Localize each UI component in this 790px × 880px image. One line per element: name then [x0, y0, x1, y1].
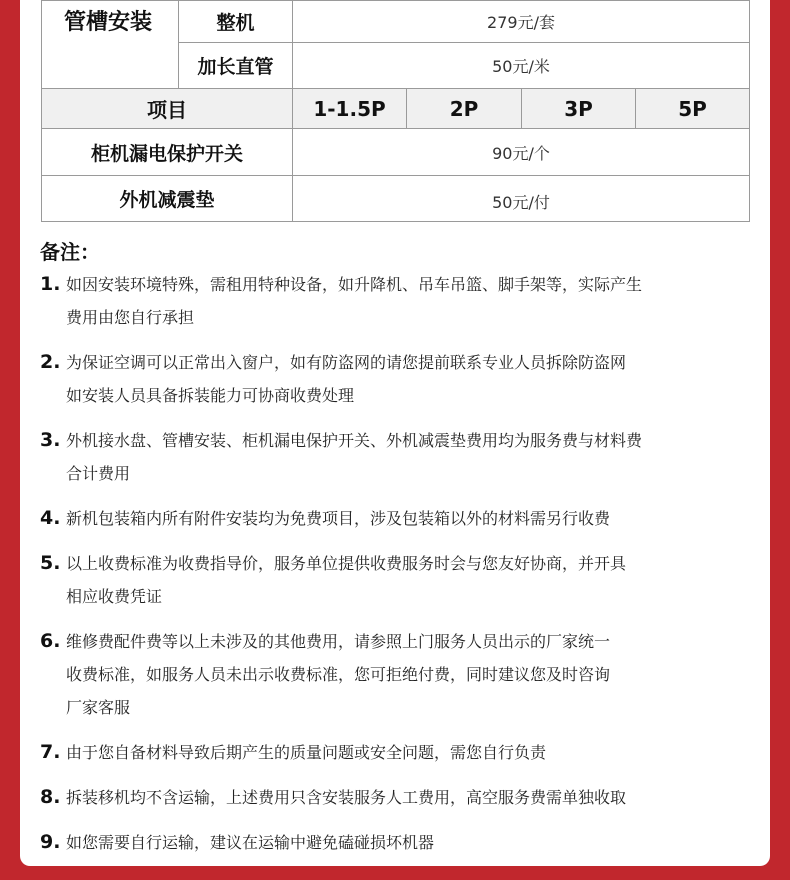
- table-row: [42, 129, 750, 176]
- note-line: 如因安装环境特殊，需租用特种设备，如升降机、吊车吊篮、脚手架等，实际产生: [66, 275, 643, 294]
- row-price: 90元/个: [293, 129, 750, 176]
- jiachang-price: 50元/米: [293, 43, 750, 89]
- note-line: 如您需要自行运输，建议在运输中避免磕碰损坏机器: [66, 833, 435, 852]
- note-number: 1.: [40, 273, 61, 295]
- note-item: [40, 826, 740, 859]
- note-number: 3.: [40, 429, 61, 451]
- note-line: 由于您自备材料导致后期产生的质量问题或安全问题，需您自行负责: [66, 743, 547, 762]
- fee-table: [41, 0, 750, 222]
- note-line: 拆装移机均不含运输，上述费用只含安装服务人工费用，高空服务费需单独收取: [66, 788, 627, 807]
- note-number: 5.: [40, 552, 61, 574]
- note-line: 为保证空调可以正常出入窗户，如有防盗网的请您提前联系专业人员拆除防盗网: [66, 353, 627, 372]
- note-line: 收费标准，如服务人员未出示收费标准，您可拒绝付费，同时建议您及时咨询: [66, 665, 611, 684]
- jiachang-label: 加长直管: [179, 43, 293, 89]
- header-col-1: 1-1.5P: [293, 89, 407, 129]
- note-item: [40, 424, 740, 490]
- note-text: [66, 346, 626, 412]
- note-item: [40, 502, 740, 535]
- guancao-label: 管槽安装: [42, 1, 179, 89]
- note-line: 相应收费凭证: [66, 587, 163, 606]
- note-line: 维修费配件费等以上未涉及的其他费用，请参照上门服务人员出示的厂家统一: [66, 632, 611, 651]
- row-price: 50元/付: [293, 176, 750, 222]
- note-item: [40, 346, 740, 412]
- note-item: [40, 625, 740, 724]
- notes-list: [40, 268, 740, 871]
- note-number: 6.: [40, 630, 61, 652]
- header-col-4: 5P: [636, 89, 750, 129]
- note-text: [66, 268, 642, 334]
- note-number: 4.: [40, 507, 61, 529]
- note-line: 如安装人员具备拆装能力可协商收费处理: [66, 386, 355, 405]
- row-label: 柜机漏电保护开关: [42, 129, 293, 176]
- note-item: [40, 547, 740, 613]
- header-item: 项目: [42, 89, 293, 129]
- note-line: 外机接水盘、管槽安装、柜机漏电保护开关、外机减震垫费用均为服务费与材料费: [66, 431, 643, 450]
- note-item: [40, 781, 740, 814]
- note-number: 8.: [40, 786, 61, 808]
- table-row: [42, 1, 750, 43]
- header-col-3: 3P: [522, 89, 636, 129]
- note-text: [66, 547, 626, 613]
- note-number: 9.: [40, 831, 61, 853]
- note-text: [66, 625, 610, 724]
- note-line: 新机包装箱内所有附件安装均为免费项目，涉及包装箱以外的材料需另行收费: [66, 509, 611, 528]
- zhengji-label: 整机: [179, 1, 293, 43]
- note-item: [40, 268, 740, 334]
- note-number: 7.: [40, 741, 61, 763]
- table-row: [42, 176, 750, 222]
- note-text: [66, 736, 546, 769]
- notes-title: 备注：: [40, 240, 100, 264]
- note-line: 费用由您自行承担: [66, 308, 195, 327]
- header-col-2: 2P: [407, 89, 522, 129]
- note-text: [66, 424, 642, 490]
- note-text: [66, 781, 626, 814]
- note-line: 厂家客服: [66, 698, 131, 717]
- note-text: [66, 502, 610, 535]
- zhengji-price: 279元/套: [293, 1, 750, 43]
- note-number: 2.: [40, 351, 61, 373]
- note-line: 以上收费标准为收费指导价，服务单位提供收费服务时会与您友好协商，并开具: [66, 554, 627, 573]
- note-item: [40, 736, 740, 769]
- note-text: [66, 826, 434, 859]
- content-card: [20, 0, 770, 866]
- note-line: 合计费用: [66, 464, 131, 483]
- row-label: 外机减震垫: [42, 176, 293, 222]
- table-header-row: [42, 89, 750, 129]
